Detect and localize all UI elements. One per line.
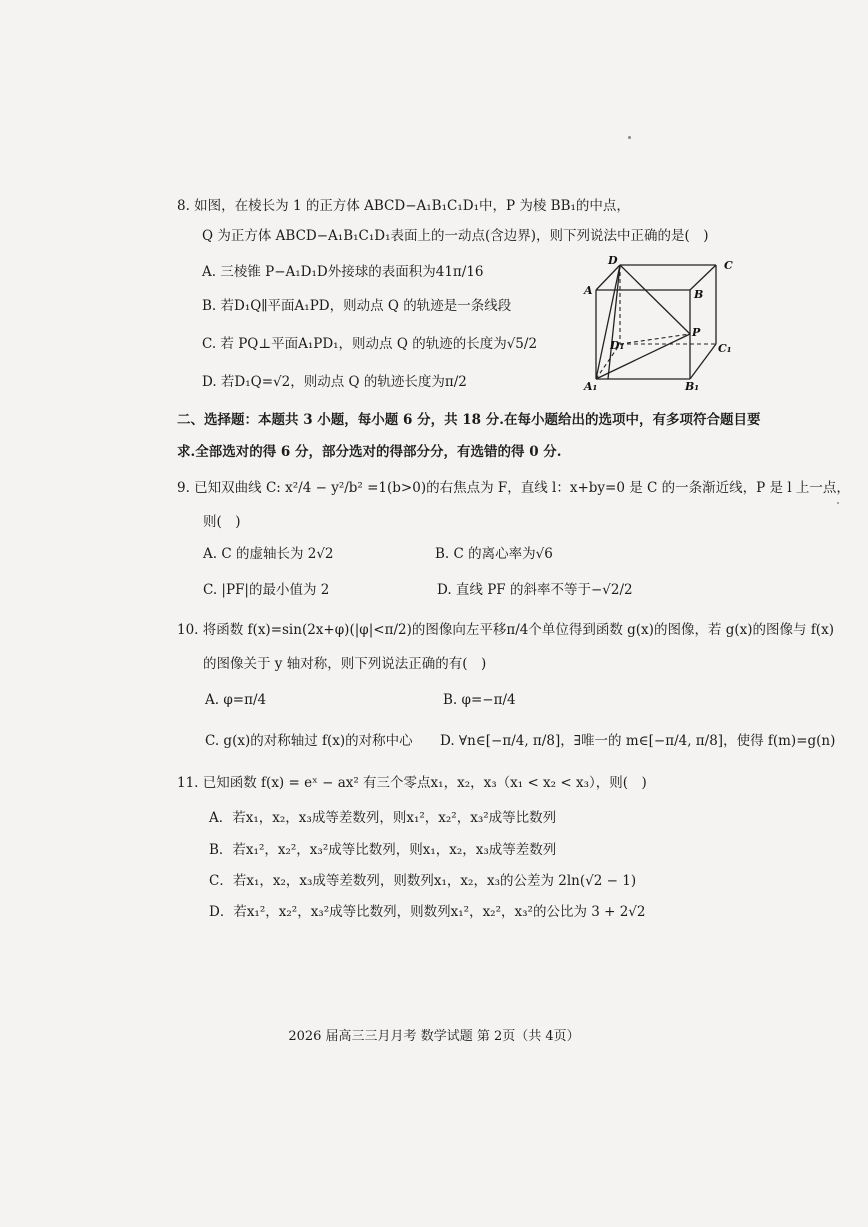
scan-speck [837,502,839,504]
q8-option-d: D. 若D₁Q=√2，则动点 Q 的轨迹长度为π/2 [202,374,467,390]
label-c1: C₁ [718,342,732,355]
section2-instructions-line2: 求.全部选对的得 6 分，部分选对的得部分分，有选错的得 0 分. [177,444,562,460]
label-c: C [724,259,733,272]
section2-instructions-line1: 二、选择题：本题共 3 小题，每小题 6 分，共 18 分.在每小题给出的选项中，有多项符合题目要 [177,412,761,428]
q9-option-d: D. 直线 PF 的斜率不等于−√2/2 [437,582,633,598]
edge-top-left [596,265,620,290]
segment-d-p [620,265,690,334]
q11-option-b: B．若x₁²，x₂²，x₃²成等比数列，则x₁，x₂，x₃成等差数列 [209,842,557,858]
q9-option-b: B. C 的离心率为√6 [435,546,553,562]
q11-stem: 11. 已知函数 f(x) = eˣ − ax² 有三个零点x₁，x₂，x₃（x₁ < x₂ < x₃），则( ) [177,775,647,791]
q9-option-a: A. C 的虚轴长为 2√2 [203,546,334,562]
label-d: D [608,254,618,267]
segment-d-a1 [596,265,620,379]
q8-stem-line2: Q 为正方体 ABCD−A₁B₁C₁D₁表面上的一动点(含边界)，则下列说法中正确的是( ) [202,228,709,244]
q10-option-d: D. ∀n∈[−π/4, π/8]，∃唯一的 m∈[−π/4, π/8]，使得 f(m)=g(n) [440,733,836,749]
q11-option-a: A．若x₁，x₂，x₃成等差数列，则x₁²，x₂²，x₃²成等比数列 [209,810,557,826]
label-d1: D₁ [610,339,625,352]
q8-option-c: C. 若 PQ⊥平面A₁PD₁，则动点 Q 的轨迹的长度为√5/2 [202,336,538,352]
q9-option-c: C. |PF|的最小值为 2 [203,582,330,598]
edge-bottom-right [690,344,716,379]
q10-option-c: C. g(x)的对称轴过 f(x)的对称中心 [205,733,413,749]
q10-stem-line1: 10. 将函数 f(x)=sin(2x+φ)(|φ|<π/2)的图像向左平移π/4个单位得到函数 g(x)的图像，若 g(x)的图像与 f(x) [177,622,834,638]
label-a: A [584,284,593,297]
q8-option-b: B. 若D₁Q∥平面A₁PD，则动点 Q 的轨迹是一条线段 [202,298,512,314]
edge-top-right [690,265,716,290]
q10-option-b: B. φ=−π/4 [443,692,516,708]
label-b1: B₁ [685,380,700,393]
segment-d-a1-inner [608,265,620,379]
q11-option-d: D．若x₁²，x₂²，x₃²成等比数列，则数列x₁²，x₂²，x₃²的公比为 3 + 2√2 [209,904,646,920]
q8-option-a: A. 三棱锥 P−A₁D₁D外接球的表面积为41π/16 [202,264,484,280]
q10-stem-line2: 的图像关于 y 轴对称，则下列说法正确的有( ) [203,656,487,672]
q11-option-c: C．若x₁，x₂，x₃成等差数列，则数列x₁，x₂，x₃的公差为 2ln(√2 − 1) [209,873,637,889]
q9-stem-line1: 9. 已知双曲线 C: x²/4 − y²/b² =1(b>0)的右焦点为 F，直线 l：x+by=0 是 C 的一条渐近线，P 是 l 上一点， [177,480,850,496]
page-footer: 2026 届高三三月月考 数学试题 第 2页（共 4页） [288,1029,580,1044]
label-p: P [692,326,701,339]
label-a1: A₁ [584,380,598,393]
q8-stem-line1: 8. 如图，在棱长为 1 的正方体 ABCD−A₁B₁C₁D₁中，P 为棱 BB₁的中点， [177,198,630,214]
q9-stem-line2: 则( ) [203,514,241,530]
scan-speck [628,136,631,139]
cube-figure [578,252,748,394]
label-b: B [694,288,704,301]
q10-option-a: A. φ=π/4 [205,692,267,708]
